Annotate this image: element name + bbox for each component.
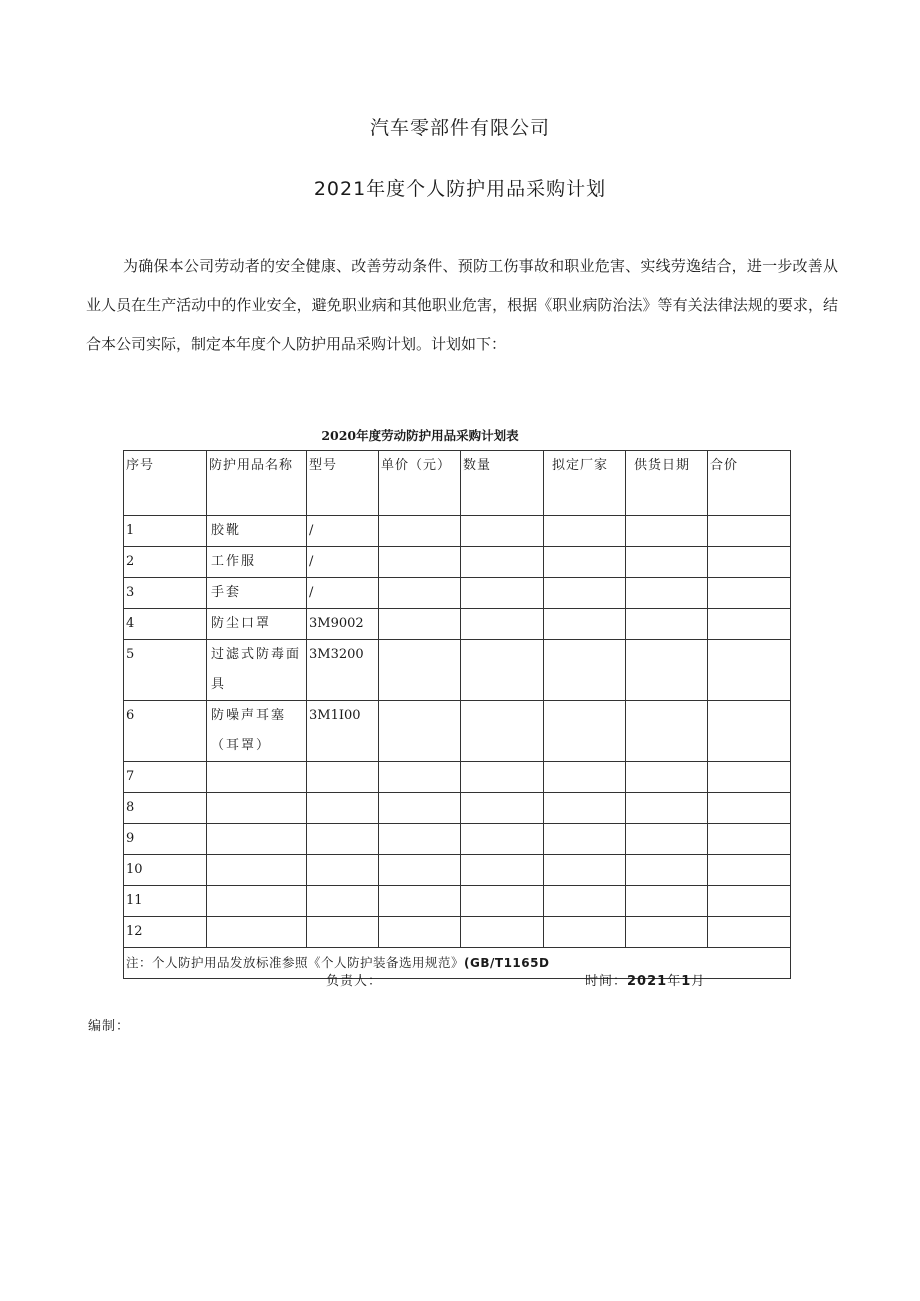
company-title: 汽车零部件有限公司 bbox=[369, 117, 550, 139]
unit-price-cell bbox=[379, 701, 461, 762]
item-model: / bbox=[307, 547, 379, 578]
vendor-cell bbox=[544, 917, 626, 948]
note-text: 注：个人防护用品发放标准参照《个人防护装备选用规范》 bbox=[126, 955, 465, 970]
total-price-cell bbox=[708, 917, 791, 948]
header-cell: 型号 bbox=[307, 451, 379, 516]
delivery-date-cell bbox=[626, 640, 708, 701]
vendor-cell bbox=[544, 609, 626, 640]
vendor-cell bbox=[544, 886, 626, 917]
item-model: / bbox=[307, 516, 379, 547]
row-number: 7 bbox=[124, 762, 207, 793]
quantity-cell bbox=[461, 701, 544, 762]
vendor-cell bbox=[544, 578, 626, 609]
item-name bbox=[207, 886, 307, 917]
header-cell: 合价 bbox=[708, 451, 791, 516]
unit-price-cell bbox=[379, 516, 461, 547]
delivery-date-cell bbox=[626, 793, 708, 824]
table-row bbox=[124, 762, 791, 793]
item-name bbox=[207, 762, 307, 793]
compiler-label: 编制： bbox=[88, 1019, 131, 1034]
delivery-date-cell bbox=[626, 886, 708, 917]
quantity-cell bbox=[461, 640, 544, 701]
table-row bbox=[124, 578, 791, 609]
quantity-cell bbox=[461, 578, 544, 609]
row-number: 4 bbox=[124, 609, 207, 640]
total-price-cell bbox=[708, 701, 791, 762]
quantity-cell bbox=[461, 824, 544, 855]
vendor-cell bbox=[544, 793, 626, 824]
row-number: 2 bbox=[124, 547, 207, 578]
quantity-cell bbox=[461, 855, 544, 886]
time-month: 1 bbox=[681, 974, 692, 989]
row-number: 11 bbox=[124, 886, 207, 917]
vendor-cell bbox=[544, 824, 626, 855]
item-name: 防尘口罩 bbox=[207, 609, 307, 640]
procurement-plan-table bbox=[123, 450, 791, 979]
delivery-date-cell bbox=[626, 547, 708, 578]
total-price-cell bbox=[708, 609, 791, 640]
item-name bbox=[207, 855, 307, 886]
table-row bbox=[124, 886, 791, 917]
vendor-cell bbox=[544, 855, 626, 886]
unit-price-cell bbox=[379, 762, 461, 793]
delivery-date-cell bbox=[626, 762, 708, 793]
time-year: 2021 bbox=[627, 974, 668, 989]
time-label: 时间： bbox=[585, 974, 628, 989]
row-number: 1 bbox=[124, 516, 207, 547]
item-name: 过滤式防毒面具 bbox=[207, 640, 307, 701]
total-price-cell bbox=[708, 824, 791, 855]
vendor-cell bbox=[544, 547, 626, 578]
delivery-date-cell bbox=[626, 824, 708, 855]
table-row bbox=[124, 609, 791, 640]
table-caption: 2020年度劳动防护用品采购计划表 bbox=[321, 428, 519, 443]
table-row bbox=[124, 547, 791, 578]
table-row bbox=[124, 701, 791, 762]
row-number: 10 bbox=[124, 855, 207, 886]
item-model bbox=[307, 917, 379, 948]
item-model: 3M1I00 bbox=[307, 701, 379, 762]
unit-price-cell bbox=[379, 609, 461, 640]
delivery-date-cell bbox=[626, 701, 708, 762]
total-price-cell bbox=[708, 516, 791, 547]
quantity-cell bbox=[461, 886, 544, 917]
total-price-cell bbox=[708, 793, 791, 824]
unit-price-cell bbox=[379, 640, 461, 701]
table-header-row bbox=[124, 451, 791, 516]
delivery-date-cell bbox=[626, 609, 708, 640]
total-price-cell bbox=[708, 886, 791, 917]
unit-price-cell bbox=[379, 886, 461, 917]
intro-paragraph: 为确保本公司劳动者的安全健康、改善劳动条件、预防工伤事故和职业危害、实线劳逸结合，进一步改善从业人员在生产活动中的作业安全，避免职业病和其他职业危害，根据《职业病防治法》等有关法律法规的要求，结合本公司实际，制定本年度个人防护用品采购计划。计划如下： bbox=[86, 257, 838, 353]
total-price-cell bbox=[708, 578, 791, 609]
item-model bbox=[307, 824, 379, 855]
header-cell: 供货日期 bbox=[626, 451, 708, 516]
unit-price-cell bbox=[379, 917, 461, 948]
item-name bbox=[207, 917, 307, 948]
vendor-cell bbox=[544, 640, 626, 701]
delivery-date-cell bbox=[626, 917, 708, 948]
header-cell: 序号 bbox=[124, 451, 207, 516]
item-model: 3M9002 bbox=[307, 609, 379, 640]
table-row bbox=[124, 640, 791, 701]
row-number: 8 bbox=[124, 793, 207, 824]
item-name: 手套 bbox=[207, 578, 307, 609]
row-number: 5 bbox=[124, 640, 207, 701]
total-price-cell bbox=[708, 547, 791, 578]
vendor-cell bbox=[544, 762, 626, 793]
quantity-cell bbox=[461, 547, 544, 578]
table-row bbox=[124, 855, 791, 886]
header-cell: 数量 bbox=[461, 451, 544, 516]
time-year-unit: 年 bbox=[667, 974, 682, 989]
item-model bbox=[307, 762, 379, 793]
total-price-cell bbox=[708, 640, 791, 701]
table-row bbox=[124, 516, 791, 547]
table-row bbox=[124, 824, 791, 855]
delivery-date-cell bbox=[626, 578, 708, 609]
vendor-cell bbox=[544, 701, 626, 762]
quantity-cell bbox=[461, 793, 544, 824]
table-row bbox=[124, 917, 791, 948]
item-name bbox=[207, 824, 307, 855]
item-model: 3M3200 bbox=[307, 640, 379, 701]
row-number: 9 bbox=[124, 824, 207, 855]
row-number: 3 bbox=[124, 578, 207, 609]
responsible-person-label: 负责人： bbox=[326, 974, 383, 989]
item-model: / bbox=[307, 578, 379, 609]
unit-price-cell bbox=[379, 793, 461, 824]
quantity-cell bbox=[461, 917, 544, 948]
table-row bbox=[124, 793, 791, 824]
quantity-cell bbox=[461, 762, 544, 793]
note-standard-code: (GB/T1165D bbox=[464, 956, 550, 970]
unit-price-cell bbox=[379, 578, 461, 609]
vendor-cell bbox=[544, 516, 626, 547]
quantity-cell bbox=[461, 516, 544, 547]
total-price-cell bbox=[708, 762, 791, 793]
row-number: 12 bbox=[124, 917, 207, 948]
unit-price-cell bbox=[379, 547, 461, 578]
delivery-date-cell bbox=[626, 516, 708, 547]
item-name: 工作服 bbox=[207, 547, 307, 578]
item-model bbox=[307, 793, 379, 824]
delivery-date-cell bbox=[626, 855, 708, 886]
time-month-unit: 月 bbox=[691, 974, 706, 989]
item-model bbox=[307, 886, 379, 917]
time-line bbox=[585, 970, 705, 989]
plan-title: 2021年度个人防护用品采购计划 bbox=[313, 178, 607, 200]
unit-price-cell bbox=[379, 855, 461, 886]
unit-price-cell bbox=[379, 824, 461, 855]
header-cell: 拟定厂家 bbox=[544, 451, 626, 516]
quantity-cell bbox=[461, 609, 544, 640]
item-name: 胶靴 bbox=[207, 516, 307, 547]
item-name: 防噪声耳塞（耳罩） bbox=[207, 701, 307, 762]
row-number: 6 bbox=[124, 701, 207, 762]
header-cell: 单价（元） bbox=[379, 451, 461, 516]
header-cell: 防护用品名称 bbox=[207, 451, 307, 516]
item-name bbox=[207, 793, 307, 824]
item-model bbox=[307, 855, 379, 886]
total-price-cell bbox=[708, 855, 791, 886]
